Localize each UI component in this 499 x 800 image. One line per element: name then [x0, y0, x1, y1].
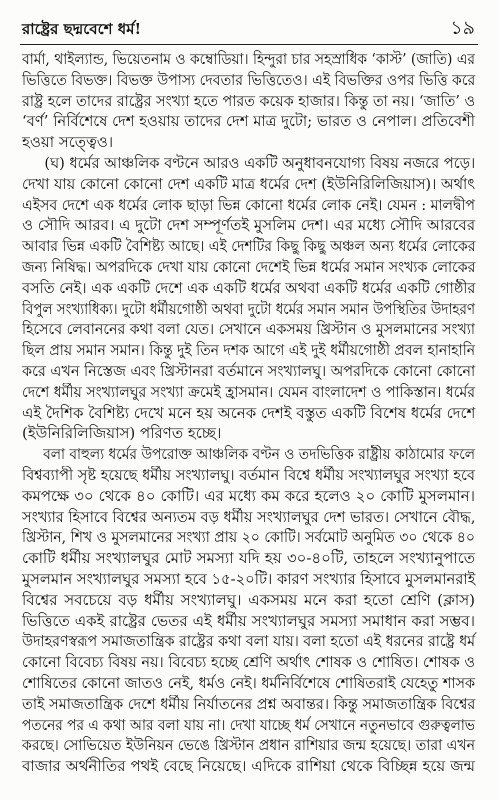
text-line: বাজার অর্থনীতির পথই বেছে নিয়েছে। এদিকে রাশিয়া থেকে বিচ্ছিন্ন হয়ে জন্ম [22, 757, 475, 776]
text-line: কোটি ধর্মীয় সংখ্যালঘুর মোট সমস্যা যদি হয় ৩০-৪০টি, তাহলে সংখ্যানুপাতে [22, 549, 475, 568]
text-line: শোষিতের কোনো জাতও নেই, ধর্মও নেই। ধর্মনির্বিশেষে শোষিতরাই যেহেতু শাসক [22, 673, 476, 692]
text-line: (ঘ) ধর্মের আঞ্চলিক বণ্টনে আরও একটি অনুধাবনযোগ্য বিষয় নজরে পড়ে। [44, 153, 476, 172]
running-title: রাষ্ট্রের ছদ্মবেশে ধর্ম! [22, 20, 142, 38]
paragraph [22, 444, 475, 777]
text-line: ছিল প্রায় সমান সমান। কিন্তু দুই তিন দশক আগে এই দুই ধর্মীয়গোষ্ঠী প্রবল হানাহানি [22, 341, 476, 360]
body-text [22, 49, 475, 777]
text-line: আবার ভিন্ন একটি বৈশিষ্ট্য আছে। এই দেশটির কিছু কিছু অঞ্চল অন্য ধর্মের লোকের [22, 237, 476, 256]
text-line: দেশে ধর্মীয় সংখ্যালঘুর সংখ্যা ক্রমেই হ্রাসমান। যেমন বাংলাদেশ ও পাকিস্তান। ধর্মের [22, 382, 475, 401]
text-line: বিশ্বের সবচেয়ে বড় ধর্মীয় সংখ্যালঘু। একসময় মনে করা হতো শ্রেণি (ক্লাস) [22, 590, 475, 609]
paragraph [22, 153, 475, 444]
text-line: বিশ্বব্যাপী সৃষ্ট হয়েছে ধর্মীয় সংখ্যালঘু। বর্তমান বিশ্বে ধর্মীয় সংখ্যালঘুর সংখ্যা হবে [22, 465, 475, 484]
page-number: ১৯ [450, 17, 475, 39]
text-line: বিপুল সংখ্যাধিক্য। দুটো ধর্মীয়গোষ্ঠী অথবা দুটো ধর্মের সমান সমান উপস্থিতির উদাহরণ [22, 299, 475, 318]
text-line: উদাহরণস্বরূপ সমাজতান্ত্রিক রাষ্ট্রের কথা বলা যায়। বলা হতো এই ধরনের রাষ্ট্রে ধর্ম [22, 632, 476, 651]
text-line: মুসলমান সংখ্যালঘুর সমস্যা হবে ১৫-২০টি। কারণ সংখ্যার হিসাবে মুসলমানরাই [22, 569, 476, 588]
text-line: বার্মা, থাইল্যান্ড, ভিয়েতনাম ও কম্বোডিয়া। হিন্দুরা চার সহস্রাধিক ‘কাস্ট’ (জাতি) এর [22, 50, 475, 68]
text-line: ভিত্তিতে একই রাষ্ট্রের ভেতর এই ধর্মীয় সংখ্যালঘুর সমস্যা সমাধান করা সম্ভব। [22, 611, 475, 630]
running-header [22, 16, 475, 42]
text-line: (ইউনিরিলিজিয়াস) পরিণত হচ্ছে। [22, 424, 222, 443]
text-line: জন্য নিষিদ্ধ। অপরদিকে দেখা যায় কোনো দেশেই ভিন্ন ধর্মের সমান সংখ্যক লোকের [22, 257, 476, 276]
text-line: ‘বর্ণ’ নির্বিশেষে দেশ হওয়ায় তাদের দেশ মাত্র দুটো; ভারত ও নেপাল। প্রতিবেশী [22, 112, 475, 131]
text-line: হিসেবে লেবাননের কথা বলা যেত। সেখানে একসময় খ্রিস্টান ও মুসলমানের সংখ্যা [22, 320, 475, 339]
text-line: হওয়া সত্ত্বেও। [22, 133, 114, 152]
text-line: করছে। সোভিয়েত ইউনিয়ন ভেঙে খ্রিস্টান প্রধান রাশিয়ার জন্ম হয়েছে। তারা এখন [22, 736, 475, 755]
text-line: বসতি নেই। এক একটি দেশে এক একটি ধর্মের অথবা একটি ধর্মের একটি গোষ্ঠীর [22, 278, 476, 297]
text-line: করে এখন নিস্তেজ এবং খ্রিস্টানরা বর্তমানে সংখ্যালঘু। অপরদিকে কোনো কোনো [22, 361, 476, 380]
header-rule [20, 44, 478, 45]
text-line: পতনের পর এ কথা আর বলা যায় না। দেখা যাচ্ছে ধর্ম সেখানে নতুনভাবে গুরুত্বলাভ [22, 715, 475, 734]
text-line: রাষ্ট্র হলে তাদের রাষ্ট্রের সংখ্যা হতে পারত কয়েক হাজার। কিন্তু তা নয়। ‘জাতি’ ও [22, 91, 475, 110]
text-line: এইসব দেশে এক ধর্মের লোক ছাড়া ভিন্ন কোনো ধর্মের লোক নেই। যেমন : মালদ্বীপ [22, 195, 475, 214]
text-line: ভিত্তিতে বিভক্ত। বিভক্ত উপাস্য দেবতার ভিত্তিতেও। এই বিভক্তির ওপর ভিত্তি করে [22, 70, 476, 89]
text-line: তাই সমাজতান্ত্রিক দেশে ধর্মীয় নির্যাতনের প্রশ্ন অবান্তর। কিন্তু সমাজতান্ত্রিক বিশ্বের [22, 694, 476, 713]
text-line: দেখা যায় কোনো কোনো দেশ একটি মাত্র ধর্মের দেশ (ইউনিরিলিজিয়াস)। অর্থাৎ [22, 174, 475, 193]
paragraph [22, 49, 475, 153]
text-line: এই দৈশিক বৈশিষ্ট্য দেখে মনে হয় অনেক দেশই বস্তুত একটি বিশেষ ধর্মের দেশে [22, 403, 476, 422]
text-line: কোনো বিবেচ্য বিষয় নয়। বিবেচ্য হচ্ছে শ্রেণি অর্থাৎ শোষক ও শোষিত। শোষক ও [22, 653, 475, 672]
text-line: সংখ্যার হিসাবে বিশ্বের অন্যতম বড় ধর্মীয় সংখ্যালঘুর দেশ ভারত। সেখানে বৌদ্ধ, [22, 507, 476, 526]
text-line: কমপক্ষে ৩০ থেকে ৪০ কোটি। এর মধ্যে কম করে হলেও ২০ কোটি মুসলমান। [22, 486, 475, 505]
text-line: বলা বাহুল্য ধর্মের উপরোক্ত আঞ্চলিক বণ্টন ও তদভিত্তিক রাষ্ট্রীয় কাঠামোর ফলে [43, 445, 475, 464]
text-line: ও সৌদি আরব। এ দুটো দেশ সম্পূর্ণতই মুসলিম দেশ। এর মধ্যে সৌদি আরবের [22, 216, 476, 235]
text-line: খ্রিস্টান, শিখ ও মুসলমানের সংখ্যা প্রায় ২০ কোটি। সর্বমোট অনুমিত ৩০ থেকে ৪০ [22, 528, 475, 547]
